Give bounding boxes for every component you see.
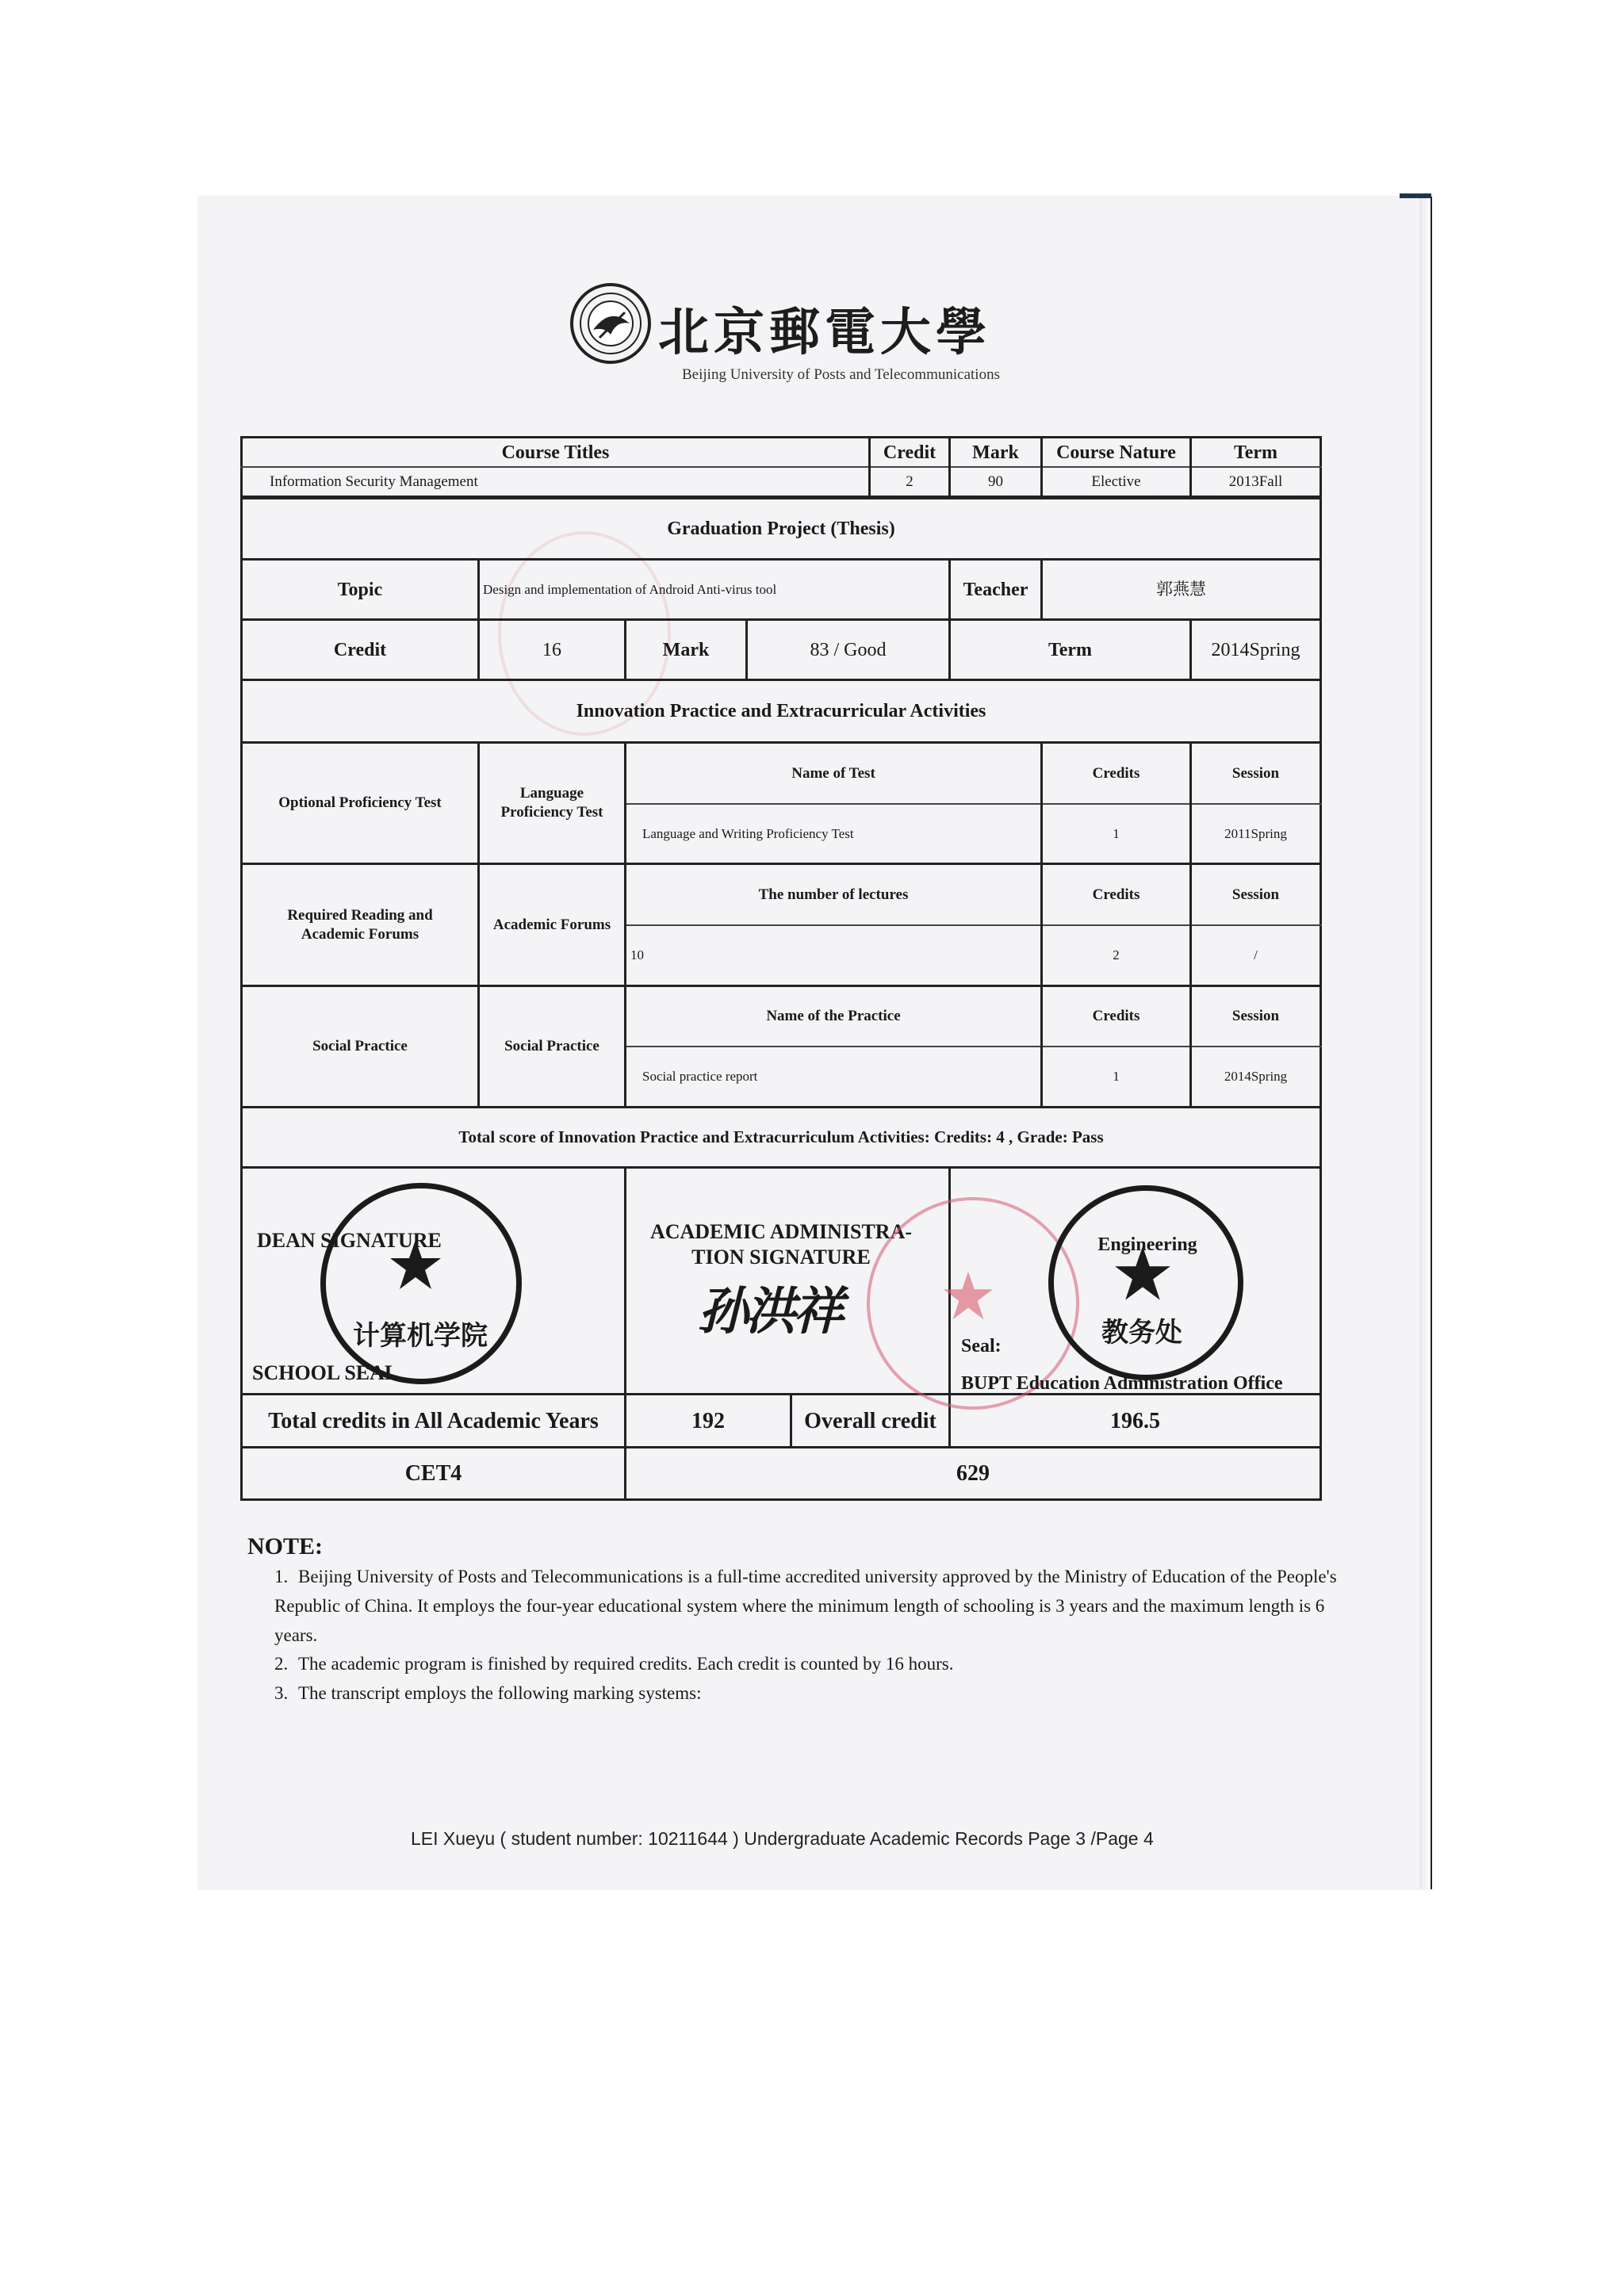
cet4-value: 629 [956, 1461, 990, 1486]
school-stamp-text: 计算机学院 [353, 1319, 488, 1352]
total-credits-label: Total credits in All Academic Years [268, 1408, 599, 1433]
note-number: 3. [274, 1683, 289, 1703]
note-text: The academic program is finished by required credits. Each credit is counted by 16 hours. [298, 1654, 954, 1674]
course-term: 2013Fall [1228, 473, 1283, 490]
note-title: NOTE: [247, 1533, 324, 1559]
practice-credits: 1 [1113, 1069, 1120, 1085]
credit-label: Credit [333, 639, 387, 660]
social-col-session: Session [1231, 1008, 1280, 1025]
reading-category: Required Reading and Academic Forums [287, 906, 433, 943]
school-seal-label: SCHOOL SEAL [252, 1360, 399, 1384]
credit-value: 16 [542, 639, 561, 660]
innovation-total: Total score of Innovation Practice and Extracurriculum Activities: Credits: 4 , Grade: Pass [458, 1127, 1104, 1147]
education-office-label: BUPT Education Administration Office [961, 1373, 1283, 1394]
mark-label: Mark [662, 639, 710, 660]
optional-sub: Language Proficiency Test [500, 785, 603, 821]
university-emblem-icon [569, 282, 652, 365]
note-item-3 [274, 1678, 1337, 1708]
note-item-1 [274, 1562, 1337, 1650]
note-text: The transcript employs the following marking systems: [298, 1683, 702, 1703]
page-edge [1419, 197, 1432, 1889]
header-course-titles: Course Titles [501, 442, 610, 463]
practice-session: 2014Spring [1224, 1069, 1288, 1085]
teacher-value: 郭燕慧 [1156, 580, 1206, 599]
total-credits-value: 192 [691, 1408, 725, 1433]
overall-credit-label: Overall credit [804, 1408, 936, 1433]
course-mark: 90 [988, 473, 1003, 490]
optional-col-credits: Credits [1092, 764, 1140, 782]
optional-test-session: 2011Spring [1224, 825, 1287, 841]
optional-col-name: Name of Test [791, 764, 875, 782]
admin-signature-handwriting: 孙洪祥 [698, 1283, 841, 1341]
term-label: Term [1048, 639, 1093, 660]
header-mark: Mark [972, 442, 1019, 463]
optional-category: Optional Proficiency Test [278, 794, 442, 812]
red-stamp-star-icon [942, 1270, 994, 1322]
course-title: Information Security Management [270, 473, 478, 490]
social-category: Social Practice [312, 1038, 408, 1055]
dean-signature-label: DEAN SIGNATURE [257, 1228, 442, 1252]
engineering-label: Engineering [1097, 1234, 1197, 1255]
mark-value: 83 / Good [810, 639, 887, 660]
university-name-english: Beijing University of Posts and Telecommunications [682, 366, 1000, 383]
header-course-nature: Course Nature [1056, 442, 1176, 463]
course-nature: Elective [1091, 473, 1141, 490]
topic-label: Topic [337, 579, 383, 600]
topic-value: Design and implementation of Android Anti-virus tool [483, 581, 777, 597]
optional-test-name: Language and Writing Proficiency Test [642, 825, 854, 841]
reading-col-credits: Credits [1092, 886, 1140, 903]
header-credit: Credit [883, 442, 936, 463]
optional-test-credits: 1 [1113, 825, 1120, 841]
note-number: 2. [274, 1654, 289, 1674]
reading-sub: Academic Forums [492, 916, 611, 933]
lectures-credits: 2 [1113, 947, 1120, 963]
practice-name: Social practice report [642, 1069, 758, 1085]
reading-col-name: The number of lectures [758, 886, 909, 903]
term-value: 2014Spring [1211, 639, 1300, 660]
office-stamp-text: 教务处 [1101, 1316, 1182, 1349]
university-name-chinese: 北京郵電大學 [658, 303, 991, 362]
optional-col-session: Session [1231, 764, 1280, 782]
teacher-label: Teacher [963, 579, 1028, 600]
note-item-2 [274, 1649, 1337, 1678]
page-footer: LEI Xueyu ( student number: 10211644 ) Undergraduate Academic Records Page 3 /Page 4 [411, 1828, 1154, 1849]
lectures-session: / [1254, 947, 1258, 963]
note-number: 1. [274, 1567, 289, 1586]
header-term: Term [1233, 442, 1278, 463]
page-edge-mark [1400, 193, 1431, 198]
social-col-credits: Credits [1092, 1008, 1140, 1025]
reading-col-session: Session [1231, 886, 1280, 903]
seal-label: Seal: [961, 1336, 1002, 1357]
note-text: Beijing University of Posts and Telecommunications is a full-time accredited university approved by the Ministry of Education of the People's Republic of China. It employs the four-year educational system where the minimum length of schooling is 3 years and the maximum length is 6 years. [274, 1567, 1337, 1645]
graduation-title: Graduation Project (Thesis) [667, 519, 895, 539]
social-sub: Social Practice [504, 1038, 599, 1055]
lectures-count: 10 [630, 947, 644, 963]
social-col-name: Name of the Practice [766, 1008, 901, 1025]
overall-credit-value: 196.5 [1110, 1408, 1160, 1433]
course-credit: 2 [906, 473, 914, 490]
innovation-title: Innovation Practice and Extracurricular Activities [576, 701, 986, 721]
academic-admin-label: ACADEMIC ADMINISTRA- TION SIGNATURE [649, 1219, 913, 1269]
cet4-label: CET4 [404, 1461, 462, 1486]
